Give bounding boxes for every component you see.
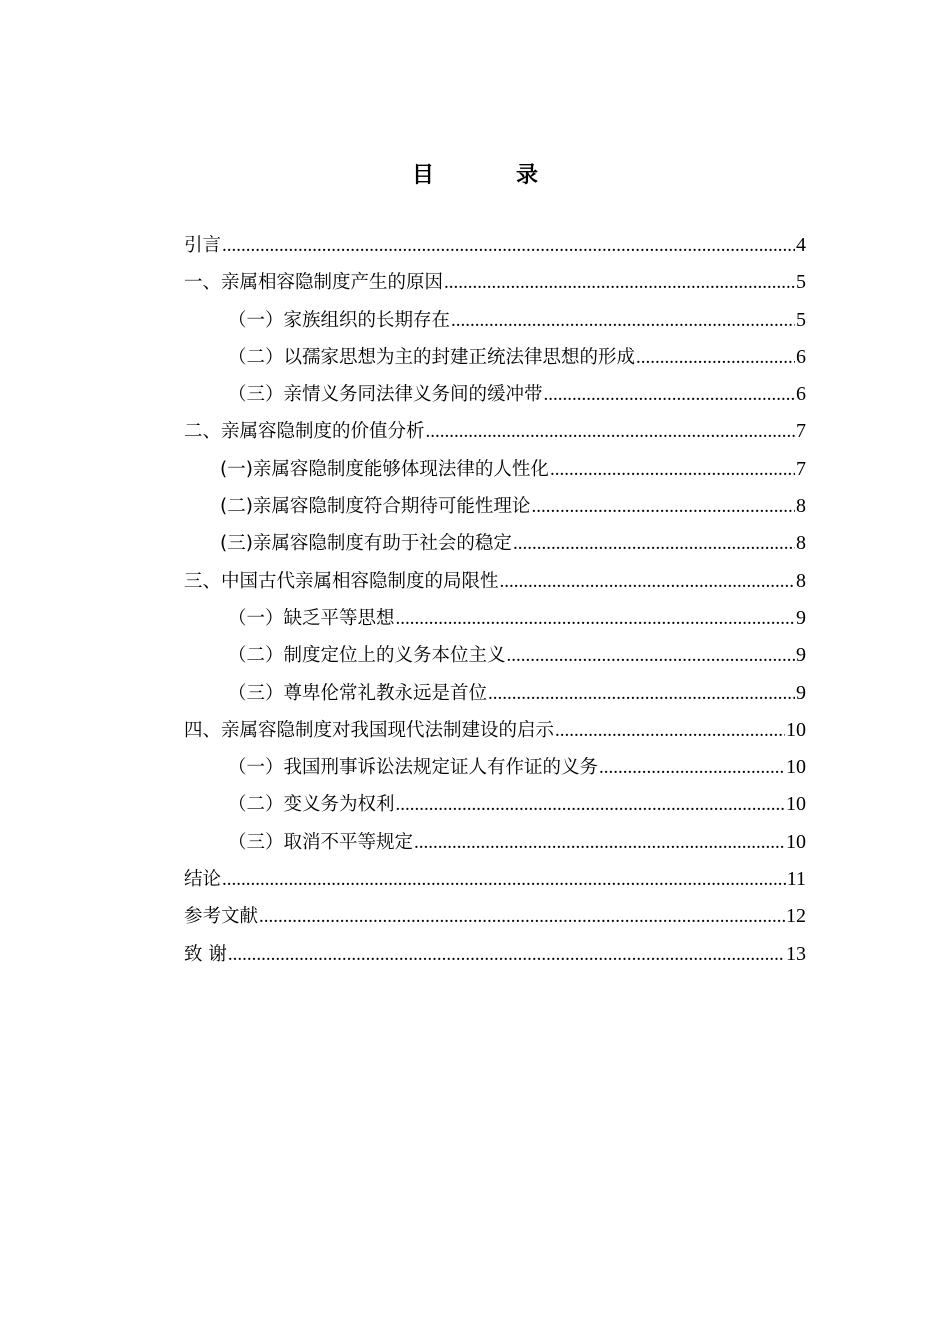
toc-page-number: 10 bbox=[786, 756, 806, 779]
table-of-contents bbox=[184, 230, 806, 976]
toc-entry bbox=[184, 678, 806, 715]
toc-entry bbox=[184, 603, 806, 640]
toc-entry-text: (三)亲属容隐制度有助于社会的稳定 bbox=[220, 533, 512, 555]
toc-entry-text: （二）以孺家思想为主的封建正统法律思想的形成 bbox=[228, 346, 636, 368]
toc-page-number: 6 bbox=[796, 383, 806, 406]
toc-entry-text: （三）取消不平等规定 bbox=[228, 831, 414, 853]
toc-page-number: 8 bbox=[796, 495, 806, 518]
toc-leader-dots bbox=[531, 492, 795, 522]
toc-page-number: 8 bbox=[796, 532, 806, 555]
toc-entry bbox=[184, 379, 806, 416]
toc-leader-dots bbox=[599, 753, 785, 783]
toc-entry-text: 二、亲属容隐制度的价值分析 bbox=[184, 421, 425, 443]
toc-leader-dots bbox=[544, 380, 795, 410]
toc-entry-text: （二）变义务为权利 bbox=[228, 794, 395, 816]
toc-entry bbox=[184, 715, 806, 752]
toc-page-number: 12 bbox=[786, 905, 806, 928]
toc-entry bbox=[184, 230, 806, 267]
toc-entry-text: 四、亲属容隐制度对我国现代法制建设的启示 bbox=[184, 719, 555, 741]
toc-leader-dots bbox=[414, 828, 785, 858]
toc-entry bbox=[184, 901, 806, 938]
toc-entry-text: （一）缺乏平等思想 bbox=[228, 607, 395, 629]
toc-leader-dots bbox=[500, 567, 795, 597]
toc-leader-dots bbox=[259, 902, 785, 932]
toc-leader-dots bbox=[396, 790, 785, 820]
toc-page-number: 13 bbox=[786, 942, 806, 965]
toc-entry bbox=[184, 342, 806, 379]
toc-entry-text: （二）制度定位上的义务本位主义 bbox=[228, 645, 506, 667]
toc-leader-dots bbox=[636, 343, 795, 373]
toc-entry bbox=[184, 827, 806, 864]
toc-leader-dots bbox=[550, 455, 795, 485]
toc-page-number: 7 bbox=[796, 420, 806, 443]
toc-entry bbox=[184, 566, 806, 603]
toc-leader-dots bbox=[426, 417, 795, 447]
toc-entry-text: 三、中国古代亲属相容隐制度的局限性 bbox=[184, 570, 499, 592]
toc-leader-dots bbox=[488, 679, 795, 709]
toc-entry-text: （一）我国刑事诉讼法规定证人有作证的义务 bbox=[228, 757, 599, 779]
toc-entry bbox=[184, 864, 806, 901]
toc-entry bbox=[184, 267, 806, 304]
toc-leader-dots bbox=[451, 306, 795, 336]
toc-page-number: 6 bbox=[796, 345, 806, 368]
toc-entry-text: 引言 bbox=[184, 235, 222, 256]
toc-page-number: 10 bbox=[786, 718, 806, 741]
toc-entry-text: （三）尊卑伦常礼教永远是首位 bbox=[228, 682, 488, 704]
toc-entry-text: 参考文献 bbox=[184, 906, 259, 928]
toc-entry-text: 致 谢 bbox=[184, 943, 227, 965]
toc-page-number: 9 bbox=[796, 644, 806, 667]
toc-entry-text: (二)亲属容隐制度符合期待可能性理论 bbox=[220, 496, 531, 518]
toc-page-number: 9 bbox=[796, 606, 806, 629]
toc-entry bbox=[184, 752, 806, 789]
toc-leader-dots bbox=[222, 865, 786, 895]
toc-leader-dots bbox=[222, 231, 795, 261]
toc-leader-dots bbox=[444, 268, 795, 298]
toc-page-number: 10 bbox=[786, 793, 806, 816]
toc-page-number: 11 bbox=[786, 868, 806, 891]
toc-leader-dots bbox=[228, 940, 785, 970]
toc-page-number: 9 bbox=[796, 681, 806, 704]
toc-page-number: 5 bbox=[796, 271, 806, 294]
toc-page-number: 4 bbox=[796, 234, 806, 256]
toc-entry-text: 一、亲属相容隐制度产生的原因 bbox=[184, 272, 444, 294]
toc-entry-text: （三）亲情义务同法律义务间的缓冲带 bbox=[228, 384, 543, 406]
toc-entry-text: （一）家族组织的长期存在 bbox=[228, 309, 451, 331]
toc-leader-dots bbox=[555, 716, 785, 746]
page-title: 目 录 bbox=[411, 163, 568, 188]
toc-entry-text: 结论 bbox=[184, 869, 222, 891]
toc-leader-dots bbox=[396, 604, 795, 634]
toc-entry bbox=[184, 305, 806, 342]
toc-entry bbox=[184, 789, 806, 826]
toc-leader-dots bbox=[513, 529, 795, 559]
toc-entry-text: (一)亲属容隐制度能够体现法律的人性化 bbox=[220, 458, 549, 480]
toc-entry bbox=[184, 939, 806, 976]
toc-leader-dots bbox=[507, 641, 795, 671]
toc-page-number: 7 bbox=[796, 457, 806, 480]
toc-entry bbox=[184, 416, 806, 453]
toc-entry bbox=[184, 454, 806, 491]
toc-page-number: 8 bbox=[796, 569, 806, 592]
toc-entry bbox=[184, 491, 806, 528]
toc-page-number: 5 bbox=[796, 308, 806, 331]
toc-entry bbox=[184, 528, 806, 565]
toc-page-number: 10 bbox=[786, 830, 806, 853]
toc-entry bbox=[184, 640, 806, 677]
